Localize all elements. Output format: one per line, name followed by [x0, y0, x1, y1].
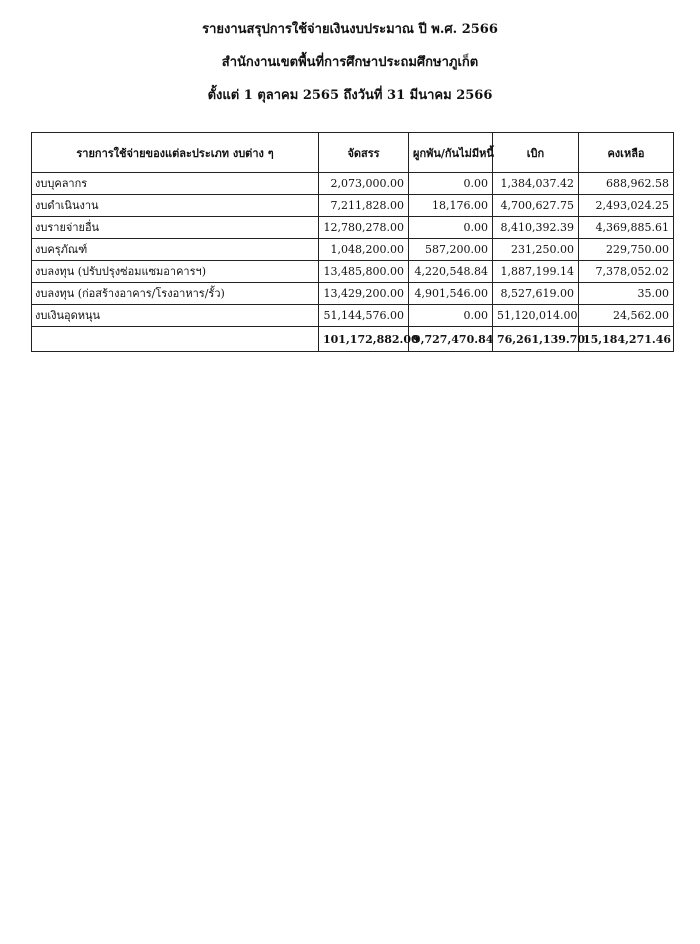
row-remaining: 7,378,052.02 — [579, 261, 674, 283]
table-row — [32, 217, 674, 239]
column-header-remaining: คงเหลือ — [579, 133, 674, 173]
total-committed: 9,727,470.84 — [409, 327, 493, 352]
column-header-item: รายการใช้จ่ายของแต่ละประเภท งบต่าง ๆ — [32, 133, 319, 173]
table-row — [32, 261, 674, 283]
total-disbursed: 76,261,139.70 — [493, 327, 579, 352]
row-allocated: 7,211,828.00 — [319, 195, 409, 217]
row-label: งบบุคลากร — [32, 173, 319, 195]
row-allocated: 12,780,278.00 — [319, 217, 409, 239]
report-header — [0, 22, 700, 119]
row-label: งบลงทุน (ก่อสร้างอาคาร/โรงอาหาร/รั้ว) — [32, 283, 319, 305]
row-disbursed: 1,887,199.14 — [493, 261, 579, 283]
table-row — [32, 195, 674, 217]
row-remaining: 24,562.00 — [579, 305, 674, 327]
row-label: งบรายจ่ายอื่น — [32, 217, 319, 239]
row-label: งบลงทุน (ปรับปรุงซ่อมแซมอาคารฯ) — [32, 261, 319, 283]
row-label: งบเงินอุดหนุน — [32, 305, 319, 327]
row-committed: 4,901,546.00 — [409, 283, 493, 305]
total-label — [32, 327, 319, 352]
total-allocated: 101,172,882.00 — [319, 327, 409, 352]
row-allocated: 51,144,576.00 — [319, 305, 409, 327]
table-row — [32, 173, 674, 195]
row-disbursed: 231,250.00 — [493, 239, 579, 261]
column-header-disbursed: เบิก — [493, 133, 579, 173]
row-label: งบดำเนินงาน — [32, 195, 319, 217]
row-allocated: 13,485,800.00 — [319, 261, 409, 283]
row-committed: 0.00 — [409, 173, 493, 195]
row-allocated: 2,073,000.00 — [319, 173, 409, 195]
total-row — [32, 327, 674, 352]
row-disbursed: 4,700,627.75 — [493, 195, 579, 217]
table-row — [32, 239, 674, 261]
row-disbursed: 51,120,014.00 — [493, 305, 579, 327]
report-period: ตั้งแต่ 1 ตุลาคม 2565 ถึงวันที่ 31 มีนาคม 2566 — [207, 88, 493, 103]
row-committed: 18,176.00 — [409, 195, 493, 217]
row-allocated: 13,429,200.00 — [319, 283, 409, 305]
table-header-row — [32, 133, 674, 173]
row-label: งบครุภัณฑ์ — [32, 239, 319, 261]
report-office: สำนักงานเขตพื้นที่การศึกษาประถมศึกษาภูเก็ต — [221, 55, 479, 70]
row-remaining: 688,962.58 — [579, 173, 674, 195]
row-disbursed: 8,527,619.00 — [493, 283, 579, 305]
row-remaining: 4,369,885.61 — [579, 217, 674, 239]
total-remaining: 15,184,271.46 — [579, 327, 674, 352]
row-allocated: 1,048,200.00 — [319, 239, 409, 261]
row-disbursed: 8,410,392.39 — [493, 217, 579, 239]
row-remaining: 2,493,024.25 — [579, 195, 674, 217]
row-committed: 587,200.00 — [409, 239, 493, 261]
row-committed: 0.00 — [409, 305, 493, 327]
budget-summary-table — [31, 132, 674, 352]
column-header-committed: ผูกพัน/กันไม่มีหนี้ — [409, 133, 493, 173]
row-remaining: 35.00 — [579, 283, 674, 305]
table-row — [32, 305, 674, 327]
row-remaining: 229,750.00 — [579, 239, 674, 261]
report-title: รายงานสรุปการใช้จ่ายเงินงบประมาณ ปี พ.ศ. 2566 — [202, 22, 498, 37]
column-header-allocated: จัดสรร — [319, 133, 409, 173]
row-committed: 0.00 — [409, 217, 493, 239]
row-disbursed: 1,384,037.42 — [493, 173, 579, 195]
table-row — [32, 283, 674, 305]
row-committed: 4,220,548.84 — [409, 261, 493, 283]
